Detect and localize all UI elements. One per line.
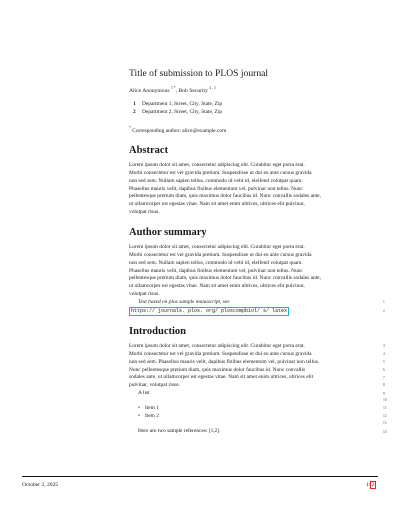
bullet-list bbox=[138, 404, 159, 420]
author-affiliation-marks: 2 , 1 bbox=[209, 86, 216, 90]
author-list bbox=[129, 86, 216, 94]
line-number: 6 bbox=[383, 368, 385, 372]
abstract-line: ut ullamcorper est egestas vitae. Nam sit amet enim ultrices, ultrices elit pulvinar, bbox=[129, 201, 305, 208]
affiliation-text: Department 1, Street, City, State, Zip bbox=[142, 101, 223, 107]
intro-line: Lorem ipsum dolor sit amet, consectetur adipiscing elit. Curabitur eget porta erat. bbox=[129, 343, 305, 349]
summary-line: Phasellus mauris velit, dapibus finibus elementum vel, pulvinar non tellus. Nunc bbox=[129, 267, 303, 274]
line-number: 11 bbox=[383, 406, 387, 410]
corresponding-mark: * bbox=[129, 126, 131, 130]
intro-line: non sed sem. Phasellus mauris velit, dapibus finibus elementum vel, pulvinar non tellus. bbox=[129, 358, 320, 365]
intro-line: Morbi consectetur est vel gravida pretium. Suspendisse ut dui eu ante cursus gravida bbox=[129, 350, 312, 357]
summary-line: pellentesque pretium diam, quis maximus dolor faucibus id. Nunc convallis sodales ante, bbox=[129, 275, 321, 282]
affiliation-item bbox=[133, 100, 222, 108]
abstract-line: Morbi consectetur est vel gravida pretium. Suspendisse ut dui eu ante cursus gravida bbox=[129, 169, 312, 176]
summary-line: Lorem ipsum dolor sit amet, consectetur adipiscing elit. Curabitur eget porta erat. bbox=[129, 244, 305, 250]
affiliation-number: 2 bbox=[133, 109, 136, 116]
introduction-body bbox=[129, 343, 379, 390]
line-number: 8 bbox=[383, 383, 385, 387]
references-sentence: Here are two sample references: [1,2]. bbox=[138, 428, 221, 434]
paper-title: Title of submission to PLOS journal bbox=[129, 68, 269, 79]
author-name: Bob Security bbox=[178, 87, 208, 94]
page-indicator bbox=[366, 482, 376, 488]
affiliation-text: Department 2, Street, City, State, Zip bbox=[142, 109, 223, 116]
line-number: 12 bbox=[383, 414, 387, 418]
author-separator: , bbox=[175, 87, 178, 94]
list-item: • Item 2 bbox=[138, 412, 159, 420]
author-summary-heading: Author summary bbox=[129, 227, 207, 238]
summary-line: ut ullamcorper est egestas vitae. Nam sit amet enim ultrices, ultrices elit pulvinar, bbox=[129, 283, 305, 290]
line-number: 7 bbox=[383, 376, 385, 380]
abstract-line: Phasellus mauris velit, dapibus finibus elementum vel, pulvinar non tellus. Nunc bbox=[129, 185, 303, 192]
summary-line: volutpat risus. bbox=[129, 291, 160, 298]
line-number: 14 bbox=[383, 430, 387, 434]
abstract-line: non sed sem. Nullam sapien tellus, commodo id velit id, eleifend volutpat quam. bbox=[129, 177, 303, 184]
author-name: Alice Anonymous bbox=[129, 87, 170, 94]
affiliation-list bbox=[133, 100, 222, 116]
intro-line: Nunc pellentesque pretium diam, quis maximus dolor faucibus id. Nunc convallis bbox=[129, 366, 306, 373]
page-current: 1/ bbox=[366, 482, 371, 488]
list-label: A list bbox=[138, 390, 150, 396]
line-number: 5 bbox=[383, 360, 385, 364]
abstract-body bbox=[129, 162, 379, 217]
line-number: 2 bbox=[383, 309, 385, 313]
affiliation-number: 1 bbox=[133, 101, 136, 107]
line-number: 10 bbox=[383, 398, 387, 402]
page-total-link[interactable]: 2 bbox=[371, 482, 375, 488]
abstract-line: pellentesque pretium diam, quis maximus dolor faucibus id. Nunc convallis sodales ante, bbox=[129, 193, 321, 200]
affiliation-item bbox=[133, 108, 222, 116]
abstract-line: volutpat risus. bbox=[129, 209, 160, 216]
line-number: 4 bbox=[383, 352, 385, 356]
list-item: • Item 1 bbox=[138, 404, 159, 412]
summary-line: Morbi consectetur est vel gravida pretium. Suspendisse ut dui eu ante cursus gravida bbox=[129, 251, 312, 258]
author-affiliation-marks: 1 * bbox=[170, 86, 176, 90]
source-note: Text based on plos sample manuscript, see bbox=[138, 298, 230, 305]
corresponding-author bbox=[129, 126, 226, 134]
line-number: 13 bbox=[383, 421, 387, 425]
summary-line: non sed sem. Nullam sapien tellus, commodo id velit id, eleifend volutpat quam. bbox=[129, 259, 303, 266]
intro-line: sodales ante, ut ullamcorper est egestas vitae. Nam sit amet enim ultrices, ultrices elit bbox=[129, 374, 314, 381]
line-number: 3 bbox=[383, 344, 385, 348]
corresponding-text: Corresponding author: alice@example.com bbox=[132, 127, 227, 134]
abstract-heading: Abstract bbox=[129, 145, 169, 156]
author-summary-body bbox=[129, 244, 379, 307]
footer-rule bbox=[22, 476, 378, 477]
introduction-heading: Introduction bbox=[129, 326, 186, 337]
line-number: 9 bbox=[383, 392, 385, 396]
intro-line: pulvinar, volutpat risus. bbox=[129, 382, 180, 389]
footer-date: October 2, 2025 bbox=[22, 482, 59, 488]
line-number: 1 bbox=[383, 300, 385, 304]
plos-latex-link[interactable]: https:// journals. plos. org/ ploscompbiol/ s/ latex bbox=[131, 308, 288, 314]
abstract-line: Lorem ipsum dolor sit amet, consectetur adipiscing elit. Curabitur eget porta erat. bbox=[129, 162, 305, 168]
